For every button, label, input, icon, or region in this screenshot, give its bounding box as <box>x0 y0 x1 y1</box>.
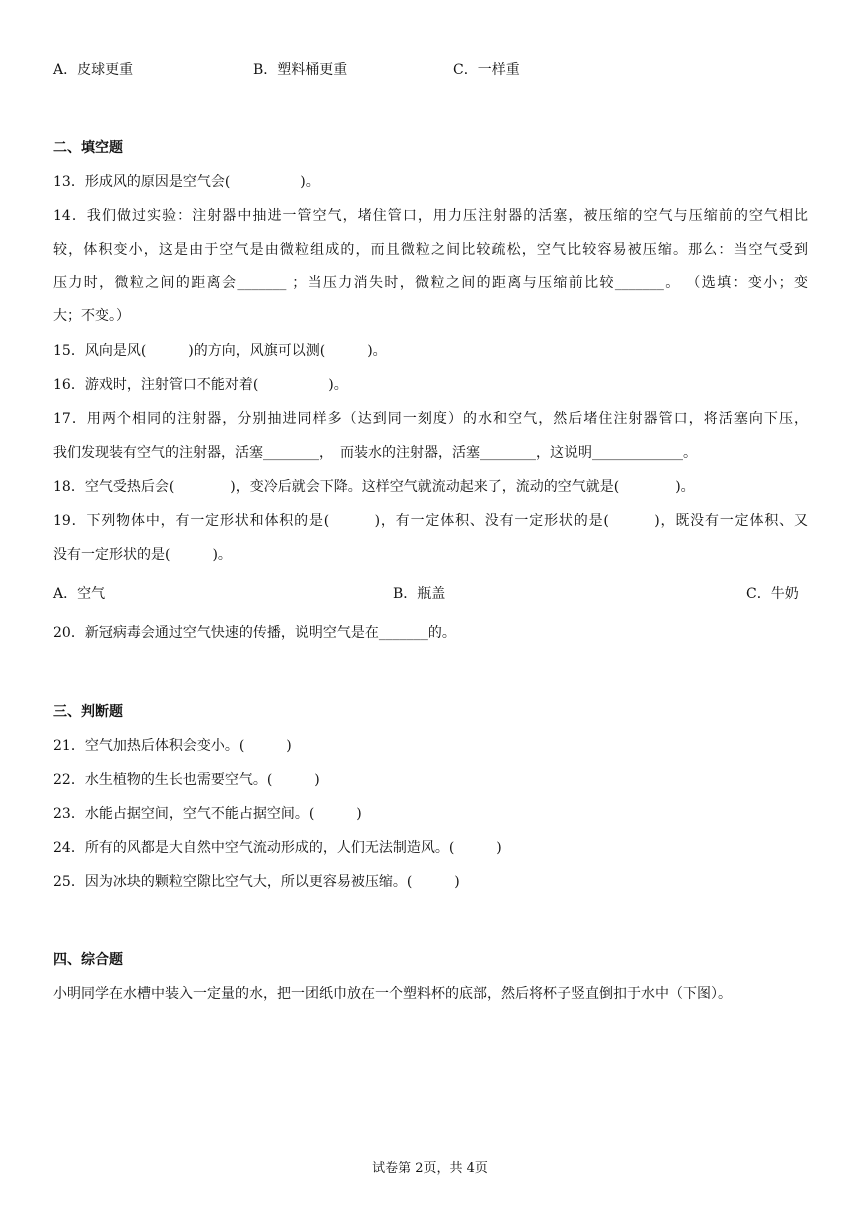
question-19-option-b: B．瓶盖 <box>393 586 446 602</box>
question-23: 23．水能占据空间，空气不能占据空间。( ) <box>53 806 362 822</box>
question-24: 24．所有的风都是大自然中空气流动形成的，人们无法制造风。( ) <box>53 840 502 856</box>
question-14-line-2: 较，体积变小，这是由于空气是由微粒组成的，而且微粒之间比较疏松，空气比较容易被压缩。那么：当空气受到 <box>53 242 808 258</box>
section-title-comprehensive: 四、综合题 <box>53 952 123 968</box>
question-22: 22．水生植物的生长也需要空气。( ) <box>53 772 320 788</box>
question-14-line-1: 14．我们做过实验：注射器中抽进一管空气，堵住管口，用力压注射器的活塞，被压缩的空气与压缩前的空气相比 <box>53 208 808 224</box>
section-title-fill: 二、填空题 <box>53 140 123 156</box>
option-c: C．一样重 <box>453 62 520 78</box>
option-a: A．皮球更重 <box>53 62 134 78</box>
question-20: 20．新冠病毒会通过空气快速的传播，说明空气是在_______的。 <box>53 625 456 641</box>
page-footer: 试卷第 2页，共 4页 <box>372 1161 488 1176</box>
question-19-line-1: 19．下列物体中，有一定形状和体积的是( )，有一定体积、没有一定形状的是( )，既没有一定体积、又 <box>53 513 808 529</box>
question-19-option-c: C．牛奶 <box>746 586 799 602</box>
question-14-line-4: 大；不变。） <box>53 308 130 324</box>
question-16: 16．游戏时，注射管口不能对着( )。 <box>53 377 348 393</box>
question-18: 18．空气受热后会( )，变冷后就会下降。这样空气就流动起来了，流动的空气就是( )。 <box>53 479 695 495</box>
question-26-intro: 小明同学在水槽中装入一定量的水，把一团纸巾放在一个塑料杯的底部，然后将杯子竖直倒扣于水中（下图）。 <box>53 986 732 1002</box>
question-19-line-2: 没有一定形状的是( )。 <box>53 547 232 563</box>
question-15: 15．风向是风( )的方向，风旗可以测( )。 <box>53 343 387 359</box>
question-25: 25．因为冰块的颗粒空隙比空气大，所以更容易被压缩。( ) <box>53 874 460 890</box>
question-21: 21．空气加热后体积会变小。( ) <box>53 738 292 754</box>
section-title-judge: 三、判断题 <box>53 704 123 720</box>
question-14-line-3: 压力时，微粒之间的距离会_______ ；当压力消失时，微粒之间的距离与压缩前比较_______。 （选填：变小；变 <box>53 275 808 291</box>
question-17-line-1: 17．用两个相同的注射器，分别抽进同样多（达到同一刻度）的水和空气，然后堵住注射器管口，将活塞向下压， <box>53 411 808 427</box>
question-17-line-2: 我们发现装有空气的注射器，活塞________， 而装水的注射器，活塞________，这说明_____________。 <box>53 445 697 461</box>
question-13: 13．形成风的原因是空气会( )。 <box>53 174 320 190</box>
question-19-option-a: A．空气 <box>53 586 106 602</box>
option-b: B．塑料桶更重 <box>253 62 348 78</box>
